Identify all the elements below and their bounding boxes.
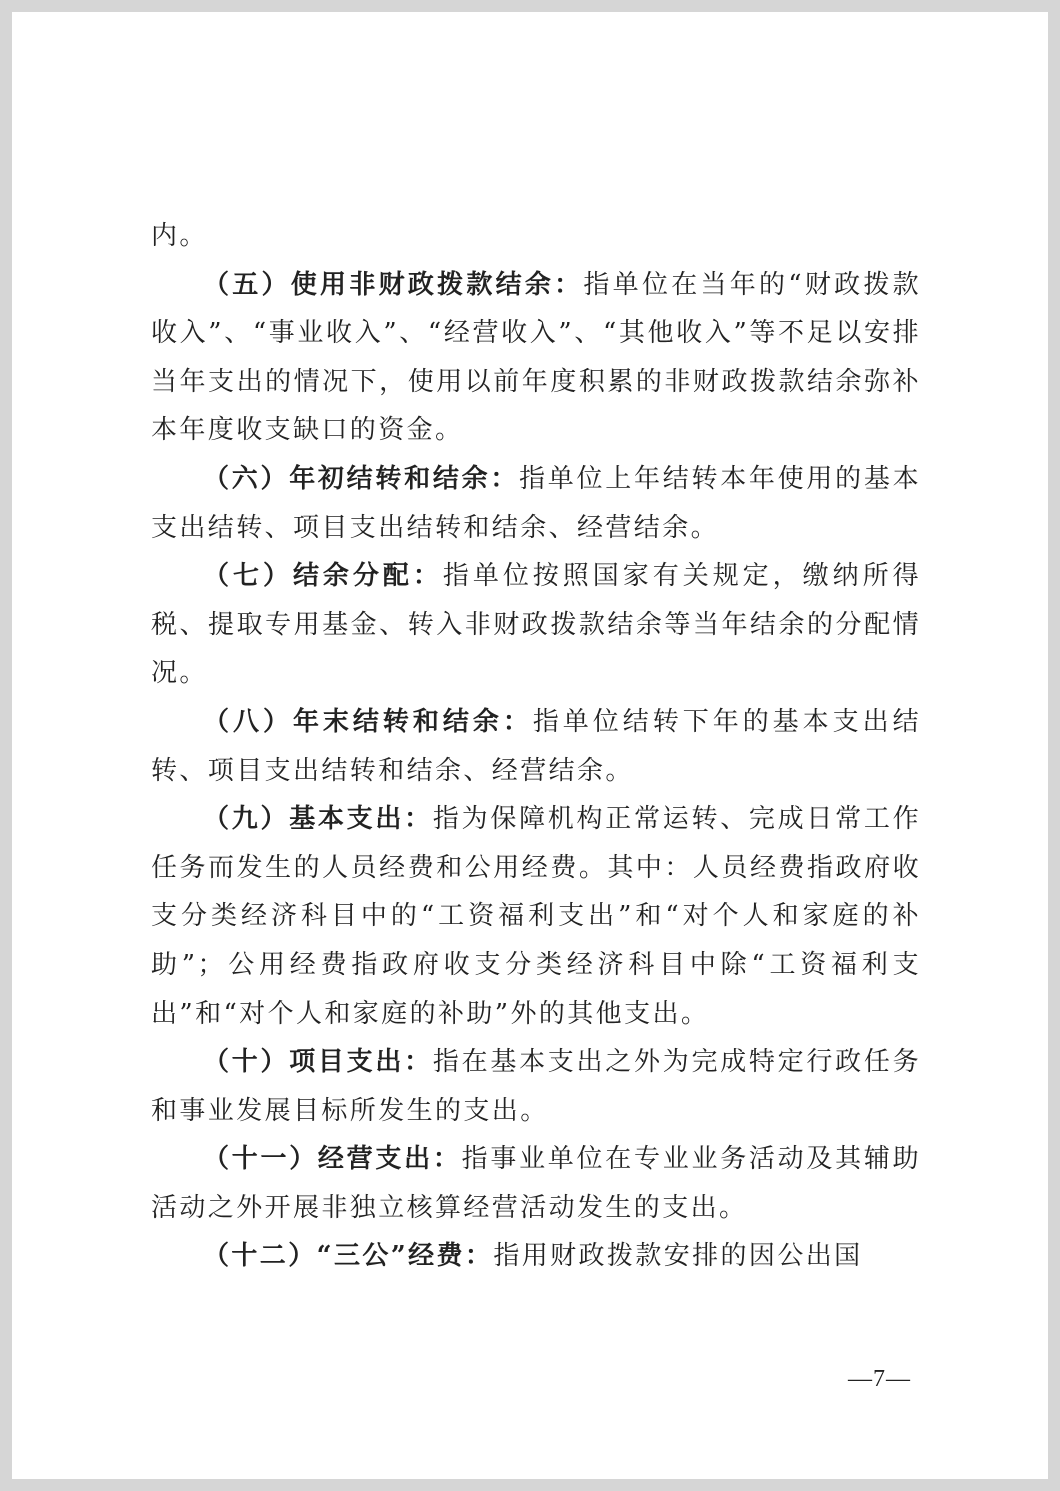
paragraph-term: （十）项目支出： (203, 1047, 433, 1078)
paragraph-term: （七）结余分配： (203, 561, 443, 592)
paragraph-item-9 (151, 795, 921, 1038)
paragraph-item-8 (151, 698, 921, 795)
paragraph-text: 指为保障机构正常运转、完成日常工作任务而发生的人员经费和公用经费。其中：人员经费指政府收支分类经济科目中的“工资福利支出”和“对个人和家庭的补助”；公用经费指政府收支分类经济科目中除“工资福利支出”和“对个人和家庭的补助”外的其他支出。 (151, 804, 921, 1029)
page-number: —7— (848, 1366, 911, 1392)
paragraph-text: 内。 (151, 221, 208, 251)
paragraph-text: 指单位按照国家有关规定，缴纳所得税、提取专用基金、转入非财政拨款结余等当年结余的分配情况。 (151, 561, 921, 689)
paragraph-item-11 (151, 1135, 921, 1232)
paragraph-term: （十一）经营支出： (203, 1144, 462, 1175)
paragraph-term: （五）使用非财政拨款结余： (203, 269, 584, 300)
paragraph-item-5 (151, 261, 921, 455)
paragraph-item-12 (151, 1232, 921, 1281)
paragraph-term: （十二）“三公”经费： (203, 1241, 494, 1272)
paragraph-text: 指事业单位在专业业务活动及其辅助活动之外开展非独立核算经营活动发生的支出。 (151, 1144, 922, 1223)
document-page (12, 12, 1048, 1479)
paragraph-text: 指单位结转下年的基本支出结转、项目支出结转和结余、经营结余。 (151, 706, 921, 786)
paragraph-term: （六）年初结转和结余： (203, 463, 520, 494)
paragraph-item-10 (151, 1038, 921, 1135)
paragraph-term: （八）年末结转和结余： (203, 706, 533, 737)
paragraph-text: 指单位在当年的“财政拨款收入”、“事业收入”、“经营收入”、“其他收入”等不足以安排当年支出的情况下，使用以前年度积累的非财政拨款结余弥补本年度收支缺口的资金。 (151, 269, 922, 446)
document-body (151, 212, 921, 1281)
paragraph-item-6 (151, 455, 921, 552)
paragraph-text: 指单位上年结转本年使用的基本支出结转、项目支出结转和结余、经营结余。 (151, 463, 921, 543)
paragraph-item-7 (151, 552, 921, 698)
paragraph-text: 指在基本支出之外为完成特定行政任务和事业发展目标所发生的支出。 (151, 1047, 921, 1126)
paragraph-term: （九）基本支出： (203, 804, 433, 835)
paragraph-continuation (151, 212, 921, 261)
paragraph-text: 指用财政拨款安排的因公出国 (493, 1241, 863, 1272)
